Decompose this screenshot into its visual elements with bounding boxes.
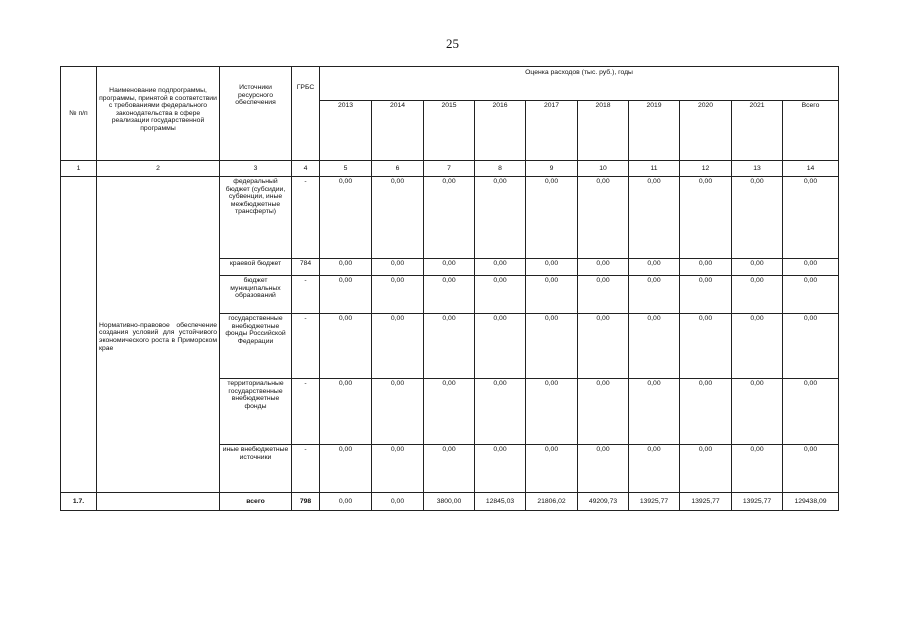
value-cell: 0,00 — [424, 177, 475, 259]
column-number: 6 — [372, 161, 424, 177]
year-header: 2019 — [629, 101, 680, 161]
source-cell: иные внебюджетные источники — [220, 445, 292, 493]
value-cell: 0,00 — [732, 314, 783, 379]
column-number: 12 — [680, 161, 732, 177]
value-cell: 0,00 — [372, 259, 424, 276]
column-number: 9 — [526, 161, 578, 177]
column-number: 8 — [475, 161, 526, 177]
total-value: 3800,00 — [424, 493, 475, 511]
value-cell: 0,00 — [526, 314, 578, 379]
total-value: 0,00 — [372, 493, 424, 511]
value-cell: 0,00 — [320, 314, 372, 379]
grbs-cell: 784 — [292, 259, 320, 276]
value-cell: 0,00 — [578, 445, 629, 493]
value-cell: 0,00 — [320, 445, 372, 493]
value-cell: 0,00 — [680, 259, 732, 276]
value-cell: 0,00 — [578, 177, 629, 259]
header-num: № п/п — [61, 67, 97, 161]
value-cell: 0,00 — [680, 276, 732, 314]
header-grbs: ГРБС — [292, 67, 320, 161]
column-number: 10 — [578, 161, 629, 177]
total-grbs: 798 — [292, 493, 320, 511]
value-cell: 0,00 — [680, 379, 732, 445]
source-cell: федеральный бюджет (субсидии, субвенции, иные межбюджетные трансферты) — [220, 177, 292, 259]
year-header: 2015 — [424, 101, 475, 161]
header-name: Наименование подпрограммы, программы, принятой в соответствии с требованиями федерального законодательства в сфере реализации государственной программы — [97, 67, 220, 161]
header-row — [61, 67, 839, 101]
value-cell: 0,00 — [578, 379, 629, 445]
total-value: 12845,03 — [475, 493, 526, 511]
value-cell: 0,00 — [578, 259, 629, 276]
value-cell: 0,00 — [680, 177, 732, 259]
grbs-cell: - — [292, 379, 320, 445]
total-value: 0,00 — [320, 493, 372, 511]
value-cell: 0,00 — [783, 314, 839, 379]
value-cell: 0,00 — [372, 276, 424, 314]
year-header: 2016 — [475, 101, 526, 161]
total-source: всего — [220, 493, 292, 511]
value-cell: 0,00 — [320, 259, 372, 276]
table-row — [61, 177, 839, 259]
column-number: 2 — [97, 161, 220, 177]
total-value: 13925,77 — [629, 493, 680, 511]
header-estimate: Оценка расходов (тыс. руб.), годы — [320, 67, 839, 101]
value-cell: 0,00 — [629, 259, 680, 276]
value-cell: 0,00 — [526, 276, 578, 314]
total-value: 49209,73 — [578, 493, 629, 511]
value-cell: 0,00 — [424, 314, 475, 379]
value-cell: 0,00 — [475, 445, 526, 493]
value-cell: 0,00 — [526, 379, 578, 445]
column-number: 4 — [292, 161, 320, 177]
total-value: 21806,02 — [526, 493, 578, 511]
value-cell: 0,00 — [680, 314, 732, 379]
page-number: 25 — [446, 36, 459, 51]
value-cell: 0,00 — [732, 259, 783, 276]
grbs-cell: - — [292, 445, 320, 493]
column-number: 7 — [424, 161, 475, 177]
value-cell: 0,00 — [783, 379, 839, 445]
total-value: 13925,77 — [732, 493, 783, 511]
value-cell: 0,00 — [320, 276, 372, 314]
value-cell: 0,00 — [578, 314, 629, 379]
column-number: 1 — [61, 161, 97, 177]
value-cell: 0,00 — [578, 276, 629, 314]
program-name: Нормативно-правовое обеспечение создания условий для устойчивого экономического роста в Приморском крае — [97, 177, 220, 493]
value-cell: 0,00 — [320, 177, 372, 259]
value-cell: 0,00 — [783, 259, 839, 276]
value-cell: 0,00 — [732, 177, 783, 259]
value-cell: 0,00 — [783, 177, 839, 259]
value-cell: 0,00 — [629, 314, 680, 379]
year-header: 2017 — [526, 101, 578, 161]
grbs-cell: - — [292, 276, 320, 314]
value-cell: 0,00 — [320, 379, 372, 445]
value-cell: 0,00 — [526, 445, 578, 493]
year-header: 2018 — [578, 101, 629, 161]
expenditure-table — [60, 66, 839, 511]
value-cell: 0,00 — [680, 445, 732, 493]
year-header: 2020 — [680, 101, 732, 161]
column-number: 3 — [220, 161, 292, 177]
year-header: Всего — [783, 101, 839, 161]
total-name — [97, 493, 220, 511]
total-row — [61, 493, 839, 511]
grbs-cell: - — [292, 177, 320, 259]
header-source: Источники ресурсного обеспечения — [220, 67, 292, 161]
year-header: 2021 — [732, 101, 783, 161]
value-cell: 0,00 — [732, 276, 783, 314]
value-cell: 0,00 — [475, 259, 526, 276]
value-cell: 0,00 — [372, 379, 424, 445]
value-cell: 0,00 — [629, 276, 680, 314]
value-cell: 0,00 — [372, 314, 424, 379]
source-cell: государственные внебюджетные фонды Российской Федерации — [220, 314, 292, 379]
value-cell: 0,00 — [475, 379, 526, 445]
year-header: 2013 — [320, 101, 372, 161]
value-cell: 0,00 — [424, 445, 475, 493]
total-num: 1.7. — [61, 493, 97, 511]
grbs-cell: - — [292, 314, 320, 379]
column-number: 14 — [783, 161, 839, 177]
value-cell: 0,00 — [424, 259, 475, 276]
value-cell: 0,00 — [629, 177, 680, 259]
column-number: 13 — [732, 161, 783, 177]
value-cell: 0,00 — [732, 445, 783, 493]
value-cell: 0,00 — [475, 276, 526, 314]
column-number-row — [61, 161, 839, 177]
value-cell: 0,00 — [372, 177, 424, 259]
value-cell: 0,00 — [424, 379, 475, 445]
value-cell: 0,00 — [629, 379, 680, 445]
value-cell: 0,00 — [526, 177, 578, 259]
value-cell: 0,00 — [732, 379, 783, 445]
value-cell: 0,00 — [629, 445, 680, 493]
column-number: 5 — [320, 161, 372, 177]
year-header: 2014 — [372, 101, 424, 161]
value-cell: 0,00 — [372, 445, 424, 493]
value-cell: 0,00 — [783, 276, 839, 314]
value-cell: 0,00 — [783, 445, 839, 493]
total-value: 129438,09 — [783, 493, 839, 511]
value-cell: 0,00 — [475, 177, 526, 259]
row-number-cell — [61, 177, 97, 493]
value-cell: 0,00 — [475, 314, 526, 379]
source-cell: краевой бюджет — [220, 259, 292, 276]
source-cell: территориальные государственные внебюджетные фонды — [220, 379, 292, 445]
column-number: 11 — [629, 161, 680, 177]
source-cell: бюджет муниципальных образований — [220, 276, 292, 314]
value-cell: 0,00 — [424, 276, 475, 314]
value-cell: 0,00 — [526, 259, 578, 276]
total-value: 13925,77 — [680, 493, 732, 511]
